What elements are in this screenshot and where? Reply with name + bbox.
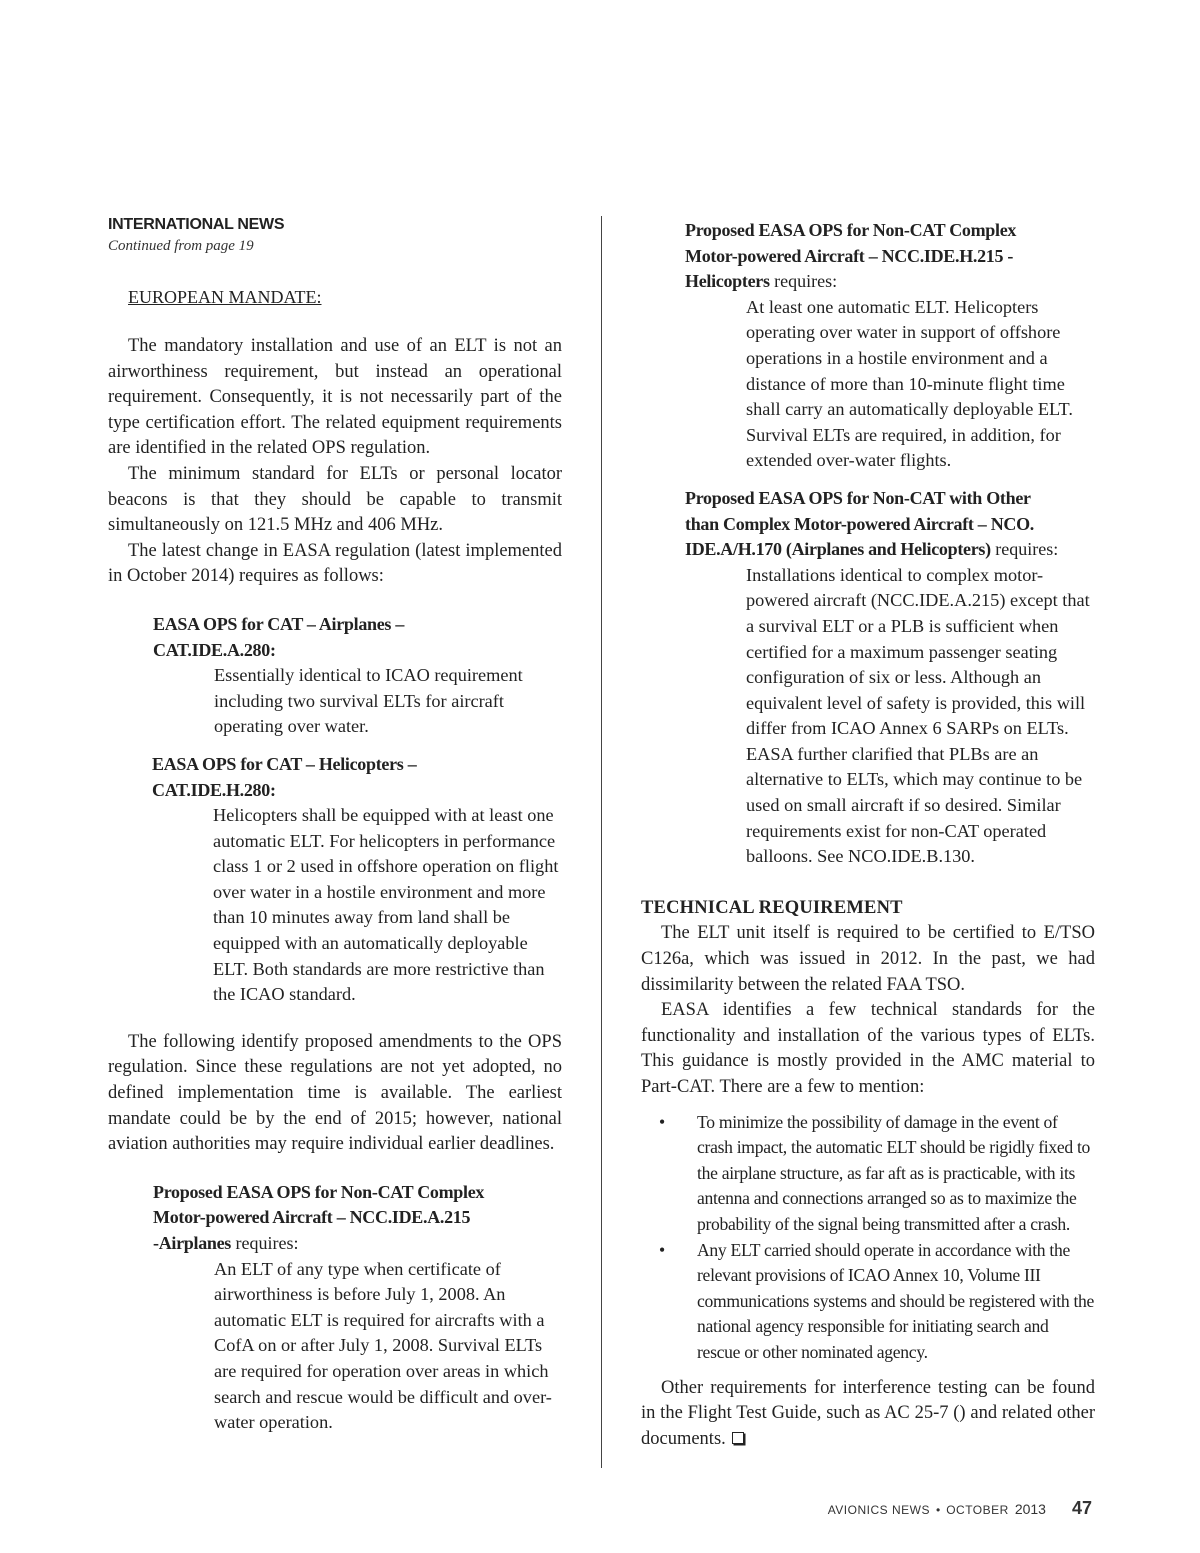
end-mark-icon [732,1432,744,1444]
heading-line: IDE.A/H.170 (Airplanes and Helicopters) [685,539,991,560]
heading-line: CAT.IDE.A.280: [153,639,276,660]
paragraph: The following identify proposed amendments to the OPS regulation. Since these regulations are not yet adopted, no defined implementation time is available. The earliest mandate could be by the end of 2015; however, national aviation authorities may require individual earlier deadlines. [108,1031,562,1155]
requirements-list [641,1110,1095,1366]
heading-line: Proposed EASA OPS for Non-CAT Complex [153,1181,485,1202]
block-body: Installations identical to complex motor-powered aircraft (NCC.IDE.A.215) except that a survival ELT or a PLB is sufficient when certified for a maximum passenger seating configuration of six or less. Although an equivalent level of safety is provided, this will differ from ICAO Annex 6 SARPs on ELTs. EASA further clarified that PLBs are an alternative to ELTs, which may continue to be used on small aircraft if so desired. Similar requirements exist for non-CAT operated balloons. See NCO.IDE.B.130. [746,564,1090,867]
block-body: An ELT of any type when certificate of airworthiness is before July 1, 2008. An automatic ELT is required for aircrafts with a CofA on or after July 1, 2008. Survival ELTs are required for operation over areas in which search and rescue would be difficult and over-water operation. [214,1258,552,1433]
ncc-helicopters-block [685,218,1095,474]
heading-line: Helicopters [685,271,770,292]
closing-paragraph [641,1376,1095,1453]
heading-line: than Complex Motor-powered Aircraft – NCO. [685,513,1035,534]
european-mandate-heading: EUROPEAN MANDATE: [128,287,322,307]
list-item-text: To minimize the possibility of damage in the event of crash impact, the automatic ELT should be rigidly fixed to the airplane structure, as far aft as is practicable, with its antenna and connections arranged so as to maximize the probability of the signal being transmitted after a crash. [697,1111,1091,1234]
block-body: At least one automatic ELT. Helicopters operating over water in support of offshore operations in a hostile environment and a distance of more than 10-minute flight time shall carry an automatically deployable ELT. Survival ELTs are required, in addition, for extended over-water flights. [746,296,1073,471]
issue-year: 2013 [1014,1501,1046,1517]
heading-suffix: requires: [769,271,838,292]
bullet-icon: • [659,1111,665,1132]
block-heading [685,218,1095,295]
right-column [641,218,1095,1452]
block-heading [153,1180,562,1257]
heading-suffix: requires: [990,539,1059,560]
paragraph: The latest change in EASA regulation (latest implemented in October 2014) requires as follows: [108,540,562,587]
heading-line: Proposed EASA OPS for Non-CAT with Other [685,487,1031,508]
page-footer [828,1498,1092,1519]
section-kicker: INTERNATIONAL NEWS [108,216,285,233]
bullet-icon: • [659,1239,665,1260]
list-item [659,1110,1095,1238]
block-heading [153,612,562,663]
heading-line: Motor-powered Aircraft – NCC.IDE.A.215 [153,1207,471,1228]
heading-line: Proposed EASA OPS for Non-CAT Complex [685,220,1017,240]
nco-block [685,486,1095,870]
closing-text: Other requirements for interference testing can be found in the Flight Test Guide, such as AC 25-7 () and related other documents. [641,1377,1095,1449]
paragraph: EASA identifies a few technical standards for the functionality and installation of the various types of ELTs. This guidance is mostly provided in the AMC material to Part-CAT. There are a few to mention: [641,1000,1095,1097]
block-body: Helicopters shall be equipped with at least one automatic ELT. For helicopters in performance class 1 or 2 used in offshore operation on flight over water in a hostile environment and more than 10 minutes away from land shall be equipped with an automatically deployable ELT. Both standards are more restrictive than the ICAO standard. [213,805,559,1005]
footer-separator: • [935,1503,941,1517]
paragraph: The mandatory installation and use of an ELT is not an airworthiness requirement, but instead an operational requirement. Consequently, it is not necessarily part of the type certification effort. The related equipment requirements are identified in the related OPS regulation. [108,336,562,459]
paragraph: The ELT unit itself is required to be certified to E/TSO C126a, which was issued in 2012. In the past, we had dissimilarity between the related FAA TSO. [641,923,1095,995]
paragraph: The minimum standard for ELTs or personal locator beacons is that they should be capable to transmit simultaneously on 121.5 MHz and 406 MHz. [108,463,562,536]
heading-line: EASA OPS for CAT – Airplanes – [153,613,405,634]
list-item [659,1238,1095,1366]
heading-line: -Airplanes [153,1233,232,1253]
issue-month: OCTOBER [946,1503,1009,1517]
list-item-text: Any ELT carried should operate in accordance with the relevant provisions of ICAO Annex 10, Volume III communications systems and should be registered with the national agency responsible for initiating search and rescue or other nominated agency. [697,1239,1095,1362]
heading-line: EASA OPS for CAT – Helicopters – [152,753,417,774]
page-number: 47 [1071,1498,1092,1518]
publication-name: AVIONICS NEWS [827,1503,930,1517]
heading-line: CAT.IDE.H.280: [152,779,276,800]
left-column [108,286,562,1436]
cat-helicopters-block [152,752,562,1008]
ncc-airplanes-block [153,1180,562,1436]
block-body: Essentially identical to ICAO requirement including two survival ELTs for aircraft operating over water. [214,665,523,737]
heading-line: Motor-powered Aircraft – NCC.IDE.H.215 - [685,245,1014,266]
cat-airplanes-block [153,612,562,740]
block-heading [685,486,1095,563]
block-heading [152,752,562,803]
technical-requirement-heading: TECHNICAL REQUIREMENT [641,897,903,918]
continued-note: Continued from page 19 [108,238,254,254]
heading-suffix: requires: [231,1233,299,1253]
column-divider [601,216,602,1468]
